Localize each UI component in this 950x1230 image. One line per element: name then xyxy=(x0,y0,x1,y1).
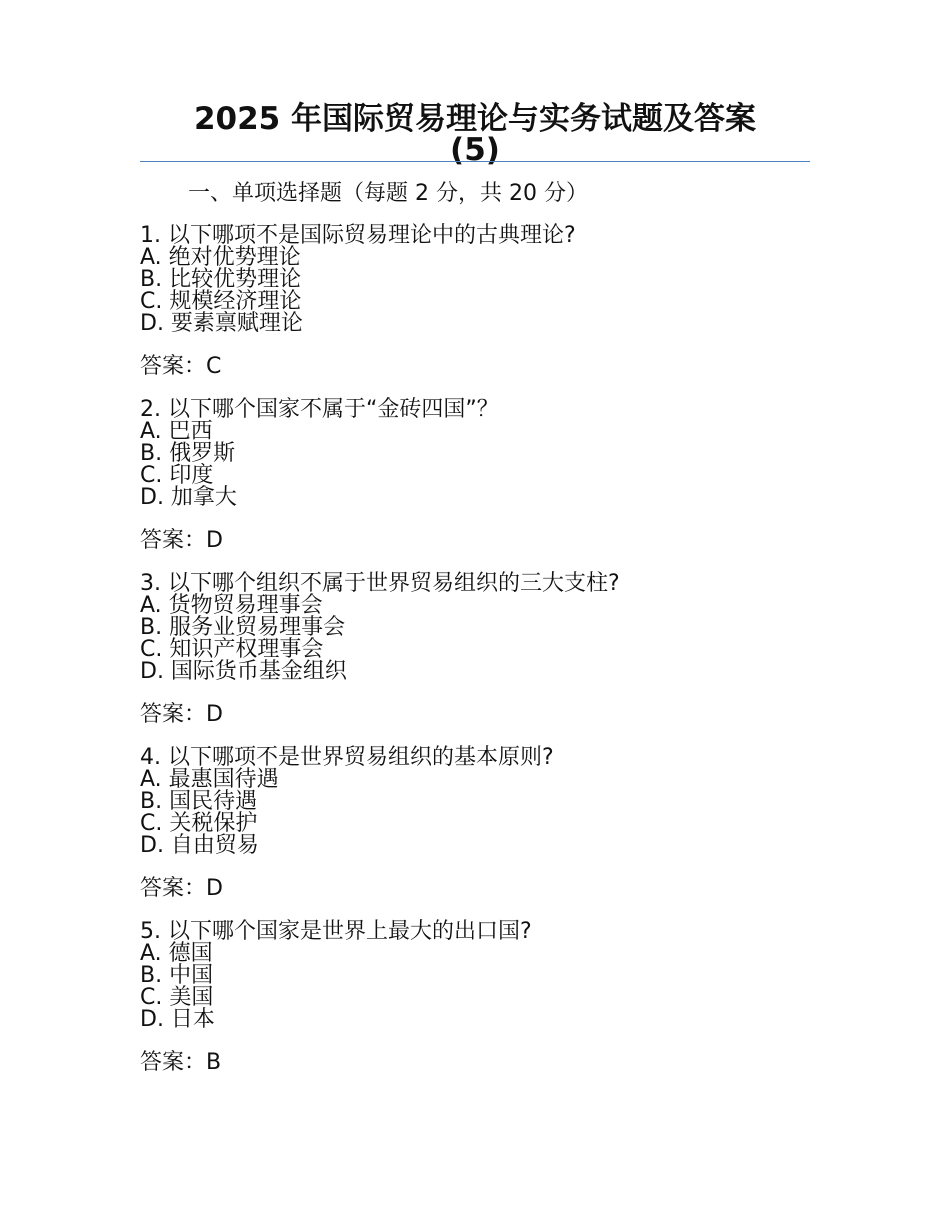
question-text: 5. 以下哪个国家是世界上最大的出口国? xyxy=(140,919,532,944)
option-a: A. 绝对优势理论 xyxy=(140,245,301,270)
option-a: A. 最惠国待遇 xyxy=(140,767,279,792)
question-2 xyxy=(140,399,810,573)
title-underline-divider xyxy=(140,161,810,162)
option-c: C. 印度 xyxy=(140,463,214,488)
question-1 xyxy=(140,225,810,399)
document-title-line1: 2025 年国际贸易理论与实务试题及答案 xyxy=(193,101,757,137)
answer-text: 答案：C xyxy=(140,354,222,379)
option-b: B. 国民待遇 xyxy=(140,789,258,814)
option-d: D. 日本 xyxy=(140,1007,215,1032)
option-d: D. 国际货币基金组织 xyxy=(140,659,347,684)
answer-text: 答案：D xyxy=(140,876,223,901)
option-d: D. 自由贸易 xyxy=(140,833,259,858)
answer-text: 答案：D xyxy=(140,528,223,553)
question-text: 1. 以下哪项不是国际贸易理论中的古典理论? xyxy=(140,223,576,248)
option-c: C. 规模经济理论 xyxy=(140,289,302,314)
option-c: C. 知识产权理事会 xyxy=(140,637,324,662)
option-d: D. 加拿大 xyxy=(140,485,237,510)
question-4 xyxy=(140,747,810,921)
question-list xyxy=(140,225,810,1095)
question-text: 3. 以下哪个组织不属于世界贸易组织的三大支柱? xyxy=(140,571,620,596)
option-c: C. 关税保护 xyxy=(140,811,258,836)
option-d: D. 要素禀赋理论 xyxy=(140,311,303,336)
option-b: B. 俄罗斯 xyxy=(140,441,236,466)
answer-text: 答案：B xyxy=(140,1050,222,1075)
question-text: 4. 以下哪项不是世界贸易组织的基本原则? xyxy=(140,745,554,770)
section-heading: 一、单项选择题（每题 2 分，共 20 分） xyxy=(188,181,588,206)
option-a: A. 货物贸易理事会 xyxy=(140,593,323,618)
option-c: C. 美国 xyxy=(140,985,214,1010)
option-b: B. 服务业贸易理事会 xyxy=(140,615,346,640)
document-title-line2: (5) xyxy=(450,132,500,168)
question-3 xyxy=(140,573,810,747)
option-b: B. 中国 xyxy=(140,963,214,988)
document-title xyxy=(140,101,810,168)
option-b: B. 比较优势理论 xyxy=(140,267,302,292)
option-a: A. 巴西 xyxy=(140,419,213,444)
question-text: 2. 以下哪个国家不属于“金砖四国”？ xyxy=(140,397,499,422)
option-a: A. 德国 xyxy=(140,941,213,966)
question-5 xyxy=(140,921,810,1095)
answer-text: 答案：D xyxy=(140,702,223,727)
